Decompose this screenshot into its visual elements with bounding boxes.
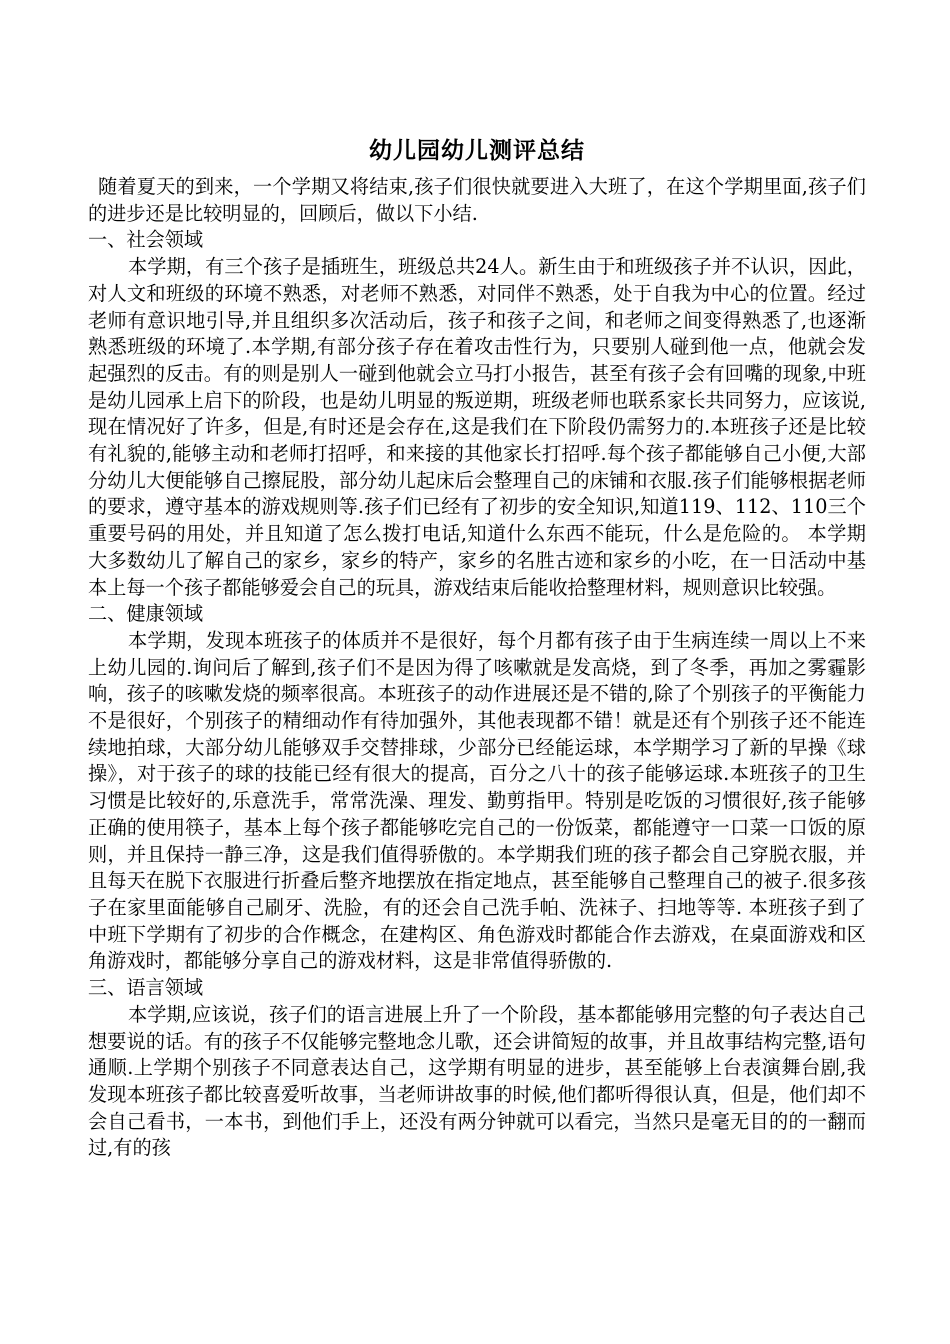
document-page (88, 134, 866, 1162)
section-heading-social: 一、社会领域 (88, 228, 204, 252)
section-heading-health: 二、健康领域 (88, 602, 204, 626)
section-body-social: 本学期，有三个孩子是插班生，班级总共24人。新生由于和班级孩子并不认识，因此，对人文和班级的环境不熟悉，对老师不熟悉，对同伴不熟悉，处于自我为中心的位置。经过老师有意识地引导,并且组织多次活动后，孩子和孩子之间，和老师之间变得熟悉了,也逐渐熟悉班级的环境了.本学期,有部分孩子存在着攻击性行为，只要别人碰到他一点，他就会发起强烈的反击。有的则是别人一碰到他就会立马打小报告，甚至有孩子会有回嘴的现象,中班是幼儿园承上启下的阶段，也是幼儿明显的叛逆期，班级老师也联系家长共同努力，应该说,现在情况好了许多，但是,有时还是会存在,这是我们在下阶段仍需努力的.本班孩子还是比较有礼貌的,能够主动和老师打招呼，和来接的其他家长打招呼.每个孩子都能够自己小便,大部分幼儿大便能够自己擦屁股，部分幼儿起床后会整理自己的床铺和衣服.孩子们能够根据老师的要求，遵守基本的游戏规则等.孩子们已经有了初步的安全知识,知道119、112、110三个重要号码的用处，并且知道了怎么拨打电话,知道什么东西不能玩，什么是危险的。 本学期大多数幼儿了解自己的家乡，家乡的特产，家乡的名胜古迹和家乡的小吃，在一日活动中基本上每一个孩子都能够爱会自己的玩具，游戏结束后能收拾整理材料，规则意识比较强。 (88, 255, 866, 599)
intro-paragraph: 随着夏天的到来，一个学期又将结束,孩子们很快就要进入大班了，在这个学期里面,孩子们的进步还是比较明显的，回顾后，做以下小结. (88, 175, 866, 225)
document-title: 幼儿园幼儿测评总结 (369, 137, 585, 164)
section-body-language: 本学期,应该说，孩子们的语言进展上升了一个阶段，基本都能够用完整的句子表达自己想要说的话。有的孩子不仅能够完整地念儿歌，还会讲简短的故事，并且故事结构完整,语句通顺.上学期个别孩子不同意表达自己，这学期有明显的进步，甚至能够上台表演舞台剧,我发现本班孩子都比较喜爱听故事，当老师讲故事的时候,他们都听得很认真，但是，他们却不会自己看书，一本书，到他们手上，还没有两分钟就可以看完，当然只是毫无目的的一翻而过,有的孩 (88, 1002, 866, 1160)
section-body-health: 本学期，发现本班孩子的体质并不是很好，每个月都有孩子由于生病连续一周以上不来上幼儿园的.询问后了解到,孩子们不是因为得了咳嗽就是发高烧，到了冬季，再加之雾霾影响，孩子的咳嗽发烧的频率很高。本班孩子的动作进展还是不错的,除了个别孩子的平衡能力不是很好，个别孩子的精细动作有待加强外，其他表现都不错！就是还有个别孩子还不能连续地拍球，大部分幼儿能够双手交替排球，少部分已经能运球，本学期学习了新的早操《球操》，对于孩子的球的技能已经有很大的提高，百分之八十的孩子能够运球.本班孩子的卫生习惯是比较好的,乐意洗手，常常洗澡、理发、勤剪指甲。特别是吃饭的习惯很好,孩子能够正确的使用筷子，基本上每个孩子都能够吃完自己的一份饭菜，都能遵守一口菜一口饭的原则，并且保持一静三净，这是我们值得骄傲的。本学期我们班的孩子都会自己穿脱衣服，并且每天在脱下衣服进行折叠后整齐地摆放在指定地点，甚至能够自己整理自己的被子.很多孩子在家里面能够自己刷牙、洗脸，有的还会自己洗手帕、洗袜子、扫地等等. 本班孩子到了中班下学期有了初步的合作概念，在建构区、角色游戏时都能合作去游戏，在桌面游戏和区角游戏时，都能够分享自己的游戏材料，这是非常值得骄傲的. (88, 628, 866, 973)
section-heading-language: 三、语言领域 (88, 976, 204, 1000)
